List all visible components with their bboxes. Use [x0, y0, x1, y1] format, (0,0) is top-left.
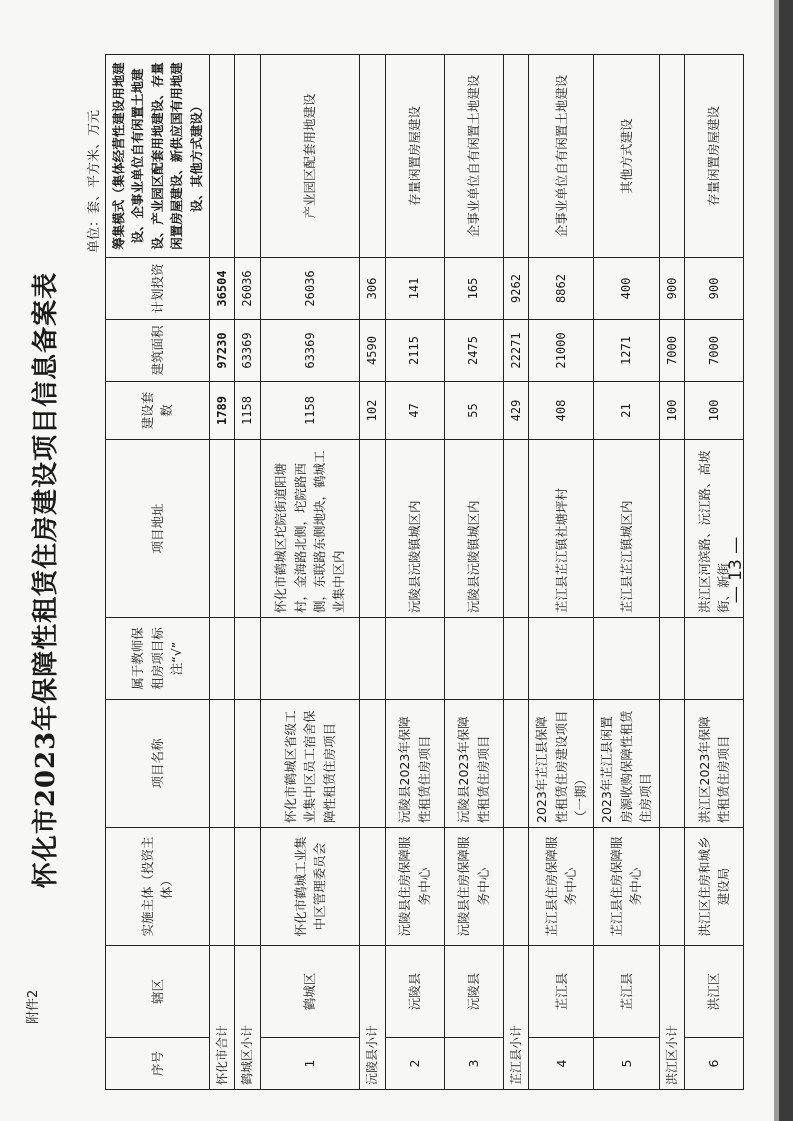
subtotal-area: 4590	[360, 320, 386, 382]
header-units: 建设套数	[106, 382, 210, 440]
empty-cell	[503, 618, 529, 700]
cell-units: 21	[594, 382, 659, 440]
total-units: 1789	[209, 382, 235, 440]
project-row	[385, 55, 444, 1090]
empty-cell	[503, 700, 529, 828]
empty-cell	[360, 55, 386, 258]
empty-cell	[360, 828, 386, 946]
cell-area: 2475	[444, 320, 503, 382]
cell-area: 2115	[385, 320, 444, 382]
header-project: 项目名称	[106, 700, 210, 828]
project-row	[529, 55, 594, 1090]
cell-entity: 怀化市鹤城工业集中区管理委员会	[261, 828, 360, 946]
empty-cell	[235, 700, 261, 828]
total-label: 怀化市合计	[209, 946, 235, 1090]
empty-cell	[360, 440, 386, 618]
cell-entity: 沅陵县住房保障服务中心	[444, 828, 503, 946]
header-area: 建筑面积	[106, 320, 210, 382]
empty-cell	[235, 828, 261, 946]
empty-cell	[503, 55, 529, 258]
header-mode: 筹集模式（集体经营性建设用地建设、企事业单位自有闲置土地建设、产业园区配套用地建设、存量闲置房屋建设、新供应国有用地建设、其他方式建设）	[106, 55, 210, 258]
subtotal-area: 22271	[503, 320, 529, 382]
cell-seq: 1	[261, 1038, 360, 1090]
empty-cell	[659, 55, 685, 258]
cell-seq: 2	[385, 1038, 444, 1090]
cell-area: 21000	[529, 320, 594, 382]
empty-cell	[659, 440, 685, 618]
subtotal-area: 7000	[659, 320, 685, 382]
header-teacher: 属于教师保租房项目标注“√”	[106, 618, 210, 700]
cell-mode: 存量闲置房屋建设	[385, 55, 444, 258]
subtotal-units: 1158	[235, 382, 261, 440]
project-table	[105, 54, 747, 1090]
cell-project: 2023年芷江县闲置房源收购保障性租赁住房项目	[594, 700, 659, 828]
cell-mode: 企事业单位自有闲置土地建设	[529, 55, 594, 258]
empty-cell	[659, 700, 685, 828]
header-address: 项目地址	[106, 440, 210, 618]
cell-mode: 其他方式建设	[594, 55, 659, 258]
cell-mode: 企事业单位自有闲置土地建设	[444, 55, 503, 258]
project-row	[444, 55, 503, 1090]
cell-area: 63369	[261, 320, 360, 382]
cell-investment: 8862	[529, 258, 594, 320]
subtotal-label: 洪江区小计	[659, 946, 685, 1090]
attachment-label: 附件2	[26, 989, 41, 1024]
subtotal-row	[235, 55, 261, 1090]
cell-units: 47	[385, 382, 444, 440]
header-entity: 实施主体（投资主体）	[106, 828, 210, 946]
cell-address: 沅陵县沅陵镇城区内	[385, 440, 444, 618]
cell-district: 鹤城区	[261, 946, 360, 1038]
cell-investment: 900	[685, 258, 744, 320]
subtotal-label: 沅陵县小计	[360, 946, 386, 1090]
cell-units: 408	[529, 382, 594, 440]
empty-cell	[360, 700, 386, 828]
subtotal-units: 102	[360, 382, 386, 440]
rotated-page	[25, 30, 732, 1090]
cell-address: 洪江区河滨路、沅江路、高坡街、新街	[685, 440, 744, 618]
document-title: 怀化市2023年保障性租赁住房建设项目信息备案表	[31, 271, 61, 889]
cell-units: 100	[685, 382, 744, 440]
header-district: 辖区	[106, 946, 210, 1038]
cell-investment: 400	[594, 258, 659, 320]
cell-entity: 芷江县住房保障服务中心	[529, 828, 594, 946]
cell-teacher	[444, 618, 503, 700]
total-investment: 36504	[209, 258, 235, 320]
cell-area: 1271	[594, 320, 659, 382]
cell-district: 洪江区	[685, 946, 744, 1038]
cell-seq: 5	[594, 1038, 659, 1090]
subtotal-row	[659, 55, 685, 1090]
cell-address: 沅陵县沅陵镇城区内	[444, 440, 503, 618]
cell-project: 洪江区2023年保障性租赁住房项目	[685, 700, 744, 828]
cell-units: 1158	[261, 382, 360, 440]
subtotal-investment: 9262	[503, 258, 529, 320]
empty-cell	[235, 440, 261, 618]
cell-project: 2023年芷江县保障性租赁住房建设项目（一期）	[529, 700, 594, 828]
empty-cell	[503, 828, 529, 946]
cell-area: 7000	[685, 320, 744, 382]
subtotal-investment: 306	[360, 258, 386, 320]
cell-mode: 存量闲置房屋建设	[685, 55, 744, 258]
cell-teacher	[594, 618, 659, 700]
subtotal-label: 芷江县小计	[503, 946, 529, 1090]
cell-seq: 4	[529, 1038, 594, 1090]
scan-edge	[779, 0, 793, 1121]
page-number: — 13 —	[726, 536, 747, 604]
total-row	[209, 55, 235, 1090]
total-area: 97230	[209, 320, 235, 382]
project-row	[594, 55, 659, 1090]
project-row	[685, 55, 744, 1090]
empty-cell	[503, 440, 529, 618]
subtotal-row	[360, 55, 386, 1090]
cell-mode: 产业园区配套用地建设	[261, 55, 360, 258]
cell-address: 怀化市鹤城区坨院街道阳塘村，金海路北侧，坨院路西侧，东联路东侧地块，鹤城工业集中区内	[261, 440, 360, 618]
cell-teacher	[529, 618, 594, 700]
subtotal-label: 鹤城区小计	[235, 946, 261, 1090]
cell-project: 怀化市鹤城区省级工业集中区员工宿舍保障性租赁住房项目	[261, 700, 360, 828]
cell-address: 芷江县芷江镇社塘坪村	[529, 440, 594, 618]
subtotal-investment: 26036	[235, 258, 261, 320]
header-row	[106, 55, 210, 1090]
unit-label: 单位：套、平方米、万元	[87, 110, 102, 254]
cell-district: 芷江县	[529, 946, 594, 1038]
empty-cell	[360, 618, 386, 700]
empty-cell	[235, 618, 261, 700]
cell-units: 55	[444, 382, 503, 440]
project-row	[261, 55, 360, 1090]
cell-teacher	[261, 618, 360, 700]
cell-project: 沅陵县2023年保障性租赁住房项目	[444, 700, 503, 828]
subtotal-investment: 900	[659, 258, 685, 320]
cell-investment: 26036	[261, 258, 360, 320]
cell-entity: 沅陵县住房保障服务中心	[385, 828, 444, 946]
subtotal-row	[503, 55, 529, 1090]
cell-investment: 165	[444, 258, 503, 320]
cell-entity: 洪江区住房和城乡建设局	[685, 828, 744, 946]
cell-seq: 3	[444, 1038, 503, 1090]
cell-address: 芷江县芷江镇城区内	[594, 440, 659, 618]
header-seq: 序号	[106, 1038, 210, 1090]
cell-district: 沅陵县	[444, 946, 503, 1038]
subtotal-units: 429	[503, 382, 529, 440]
subtotal-area: 63369	[235, 320, 261, 382]
cell-district: 沅陵县	[385, 946, 444, 1038]
empty-cell	[235, 55, 261, 258]
header-investment: 计划投资	[106, 258, 210, 320]
cell-entity: 芷江县住房保障服务中心	[594, 828, 659, 946]
cell-district: 芷江县	[594, 946, 659, 1038]
subtotal-units: 100	[659, 382, 685, 440]
cell-project: 沅陵县2023年保障性租赁住房项目	[385, 700, 444, 828]
empty-cell	[659, 828, 685, 946]
cell-investment: 141	[385, 258, 444, 320]
cell-teacher	[385, 618, 444, 700]
cell-seq: 6	[685, 1038, 744, 1090]
cell-teacher	[685, 618, 744, 700]
empty-cell	[659, 618, 685, 700]
